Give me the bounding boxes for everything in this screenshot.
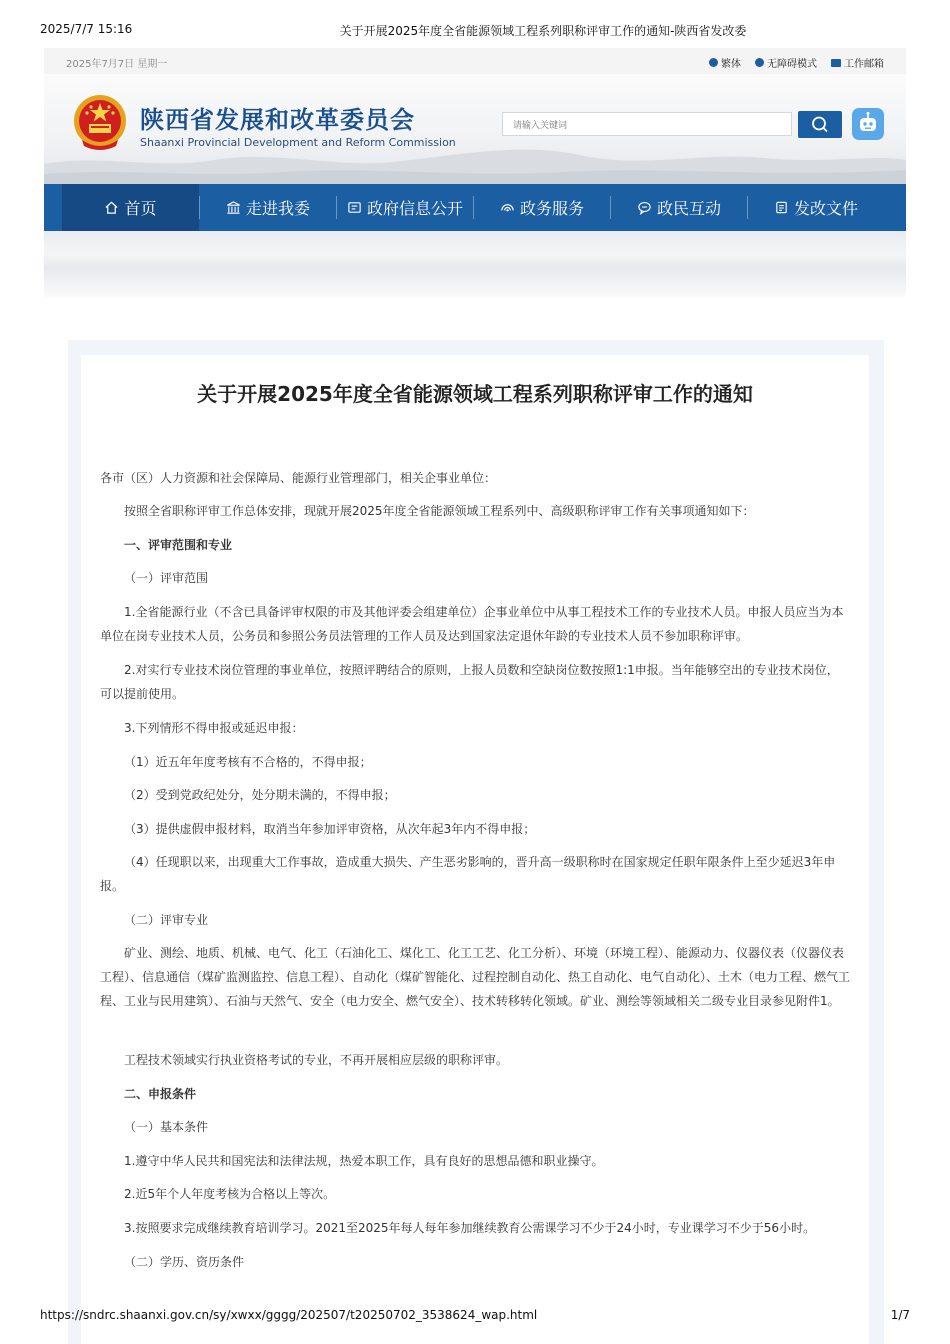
subsection-heading: （一）基本条件 bbox=[124, 1120, 209, 1134]
nav-about[interactable] bbox=[200, 184, 336, 231]
search-box bbox=[502, 112, 792, 136]
subsection-heading: （二）学历、资历条件 bbox=[124, 1255, 245, 1269]
utility-links bbox=[709, 55, 884, 70]
nav-documents[interactable] bbox=[748, 184, 884, 231]
nav-interaction-label: 政民互动 bbox=[656, 199, 721, 218]
mail-icon bbox=[831, 59, 841, 67]
print-title: 关于开展2025年度全省能源领域工程系列职称评审工作的通知-陕西省发改委 bbox=[339, 24, 747, 38]
nav-services[interactable] bbox=[474, 184, 610, 231]
chat-icon bbox=[637, 200, 652, 215]
traditional-chinese-link[interactable]: 繁体 bbox=[709, 55, 741, 70]
print-header bbox=[0, 22, 950, 38]
article-paragraph: 3.按照要求完成继续教育培训学习。2021至2025年每人每年参加继续教育公需课学习不少于24小时，专业课学习不少于56小时。 bbox=[124, 1221, 816, 1235]
nav-interaction[interactable] bbox=[611, 184, 747, 231]
search-icon bbox=[798, 111, 842, 138]
ink-wash-decoration bbox=[44, 231, 906, 297]
print-url: https://sndrc.shaanxi.gov.cn/sy/xwxx/gggg/202507/t20250702_3538624_wap.html bbox=[40, 1308, 538, 1322]
building-icon bbox=[226, 200, 241, 215]
article-list-item: （3）提供虚假申报材料，取消当年参加评审资格，从次年起3年内不得申报； bbox=[124, 822, 536, 836]
article-title: 关于开展2025年度全省能源领域工程系列职称评审工作的通知 bbox=[197, 382, 753, 406]
work-mail-link[interactable]: 工作邮箱 bbox=[831, 55, 884, 70]
accessibility-icon bbox=[755, 58, 764, 67]
service-icon bbox=[500, 200, 515, 215]
article-paragraph: 3.下列情形不得申报或延迟申报： bbox=[124, 721, 304, 735]
section-heading: 二、申报条件 bbox=[124, 1087, 197, 1101]
site-name-cn[interactable]: 陕西省发展和改革委员会 bbox=[140, 106, 415, 134]
article-paragraph: 2.近5年个人年度考核为合格以上等次。 bbox=[124, 1187, 336, 1201]
nav-gov-info-label: 政府信息公开 bbox=[366, 199, 463, 218]
nav-home-label: 首页 bbox=[124, 199, 157, 218]
article-list-item: （4）任现职以来，出现重大工作事故，造成重大损失、产生恶劣影响的，晋升高一级职称时在国家规定任职年限条件上至少延迟3年申报。 bbox=[100, 855, 836, 893]
subsection-heading: （一）评审范围 bbox=[124, 571, 209, 585]
main-navigation bbox=[44, 184, 906, 231]
nav-services-label: 政务服务 bbox=[519, 199, 584, 218]
search-input[interactable] bbox=[503, 114, 775, 138]
site-name-en: Shaanxi Provincial Development and Reform Commission bbox=[140, 136, 456, 149]
page-number: 1/7 bbox=[890, 1308, 910, 1322]
accessibility-link[interactable]: 无障碍模式 bbox=[755, 55, 817, 70]
article-paragraph: 工程技术领域实行执业资格考试的专业，不再开展相应层级的职称评审。 bbox=[124, 1053, 509, 1067]
top-utility-bar bbox=[44, 48, 906, 74]
section-heading: 一、评审范围和专业 bbox=[124, 538, 233, 552]
home-icon bbox=[104, 200, 119, 215]
nav-about-label: 走进我委 bbox=[245, 199, 310, 218]
assistant-robot-button[interactable] bbox=[852, 108, 884, 140]
article-paragraph: 2.对实行专业技术岗位管理的事业单位，按照评聘结合的原则，上报人员数和空缺岗位数按照1:1申报。当年能够空出的专业技术岗位，可以提前使用。 bbox=[100, 663, 839, 701]
article-list-item: （1）近五年年度考核有不合格的，不得申报； bbox=[124, 755, 372, 769]
search-button[interactable] bbox=[798, 111, 842, 138]
subsection-heading: （二）评审专业 bbox=[124, 913, 209, 927]
article-paragraph: 1.遵守中华人民共和国宪法和法律法规，热爱本职工作，具有良好的思想品德和职业操守。 bbox=[124, 1154, 604, 1168]
article-salutation: 各市（区）人力资源和社会保障局、能源行业管理部门，相关企事业单位： bbox=[100, 471, 497, 485]
traditional-icon bbox=[709, 58, 718, 67]
nav-gov-info[interactable] bbox=[337, 184, 473, 231]
nav-documents-label: 发改文件 bbox=[793, 199, 858, 218]
file-icon bbox=[774, 200, 789, 215]
document-icon bbox=[347, 200, 362, 215]
robot-icon bbox=[852, 108, 884, 140]
article-paragraph: 1.全省能源行业（不含已具备评审权限的市及其他评委会组建单位）企事业单位中从事工程技术工作的专业技术人员。申报人员应当为本单位在岗专业技术人员，公务员和参照公务员法管理的工作人员及达到国家法定退休年龄的专业技术人员不参加职称评审。 bbox=[100, 605, 844, 643]
site-banner bbox=[44, 74, 906, 184]
national-emblem-icon bbox=[72, 94, 128, 152]
nav-home[interactable] bbox=[62, 184, 199, 231]
article-paragraph: 矿业、测绘、地质、机械、电气、化工（石油化工、煤化工、化工工艺、化工分析）、环境（环境工程）、能源动力、仪器仪表（仪器仪表工程）、信息通信（煤矿监测监控、信息工程）、自动化（煤矿智能化、过程控制自动化、热工自动化、电气自动化）、土木（电力工程、燃气工程、工业与民用建筑）、石油与天然气、安全（电力安全、燃气安全）、技术转移转化领域。矿业、测绘等领域相关二级专业目录参见附件1。 bbox=[100, 946, 851, 1008]
article-list-item: （2）受到党政纪处分，处分期未满的，不得申报； bbox=[124, 788, 396, 802]
print-timestamp: 2025/7/7 15:16 bbox=[40, 22, 133, 36]
current-date: 2025年7月7日 星期一 bbox=[66, 59, 168, 70]
article-paragraph: 按照全省职称评审工作总体安排，现就开展2025年度全省能源领域工程系列中、高级职称评审工作有关事项通知如下： bbox=[124, 504, 755, 518]
